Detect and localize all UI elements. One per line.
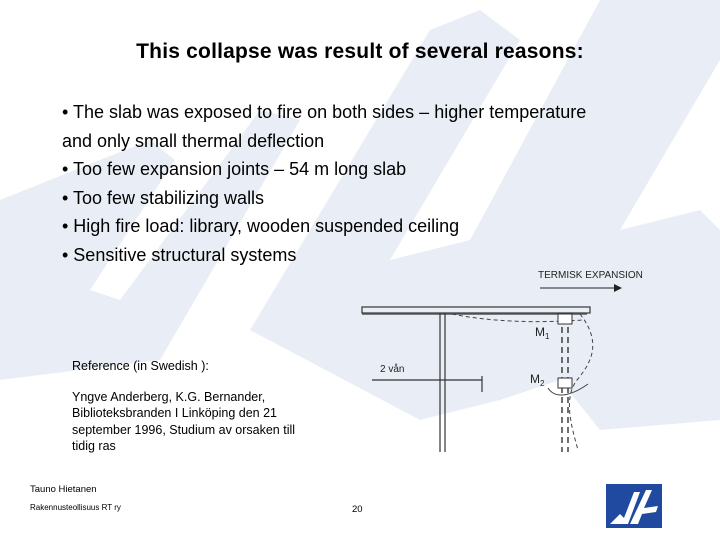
bullet-item: • Too few expansion joints – 54 m long slab [62,159,407,179]
bullet-item: and only small thermal deflection [62,130,325,151]
bullet-item: • Sensitive structural systems [62,244,297,265]
reference-line: Biblioteksbranden I Linköping den 21 [72,406,278,420]
reference-block [72,358,342,455]
reference-title: Reference (in Swedish ): [72,359,209,373]
bullet-item: • Too few stabilizing walls [62,187,265,208]
hinge-m1 [558,314,572,324]
hinge-m2 [558,378,572,388]
reference-line: september 1996, Studium av orsaken till [72,422,296,437]
deflection-curve-column [569,314,592,450]
footer-organization: Rakennusteollisuus RT ry [30,503,121,512]
thermal-expansion-diagram [352,262,720,452]
slide-title: This collapse was result of several reasons: [136,40,584,63]
footer-author: Tauno Hietanen [30,484,97,495]
label-m2: $M_2$ [530,372,545,388]
rt-logo-icon [606,484,662,528]
bullet-item: • The slab was exposed to fire on both sides – higher temperature [62,102,587,122]
diagram-heading: TERMISK EXPANSION [538,270,643,281]
reference-line: tidig ras [72,439,116,453]
bullet-item: • High fire load: library, wooden suspended ceiling [62,216,460,236]
expansion-arrow-head [614,284,622,292]
page-number: 20 [352,504,363,515]
bullet-list [62,98,662,269]
label-m1: $M_1$ [535,325,550,341]
label-floor: 2 vån [380,364,405,375]
reference-line: Yngve Anderberg, K.G. Bernander, [72,389,266,404]
top-slab [362,307,590,313]
